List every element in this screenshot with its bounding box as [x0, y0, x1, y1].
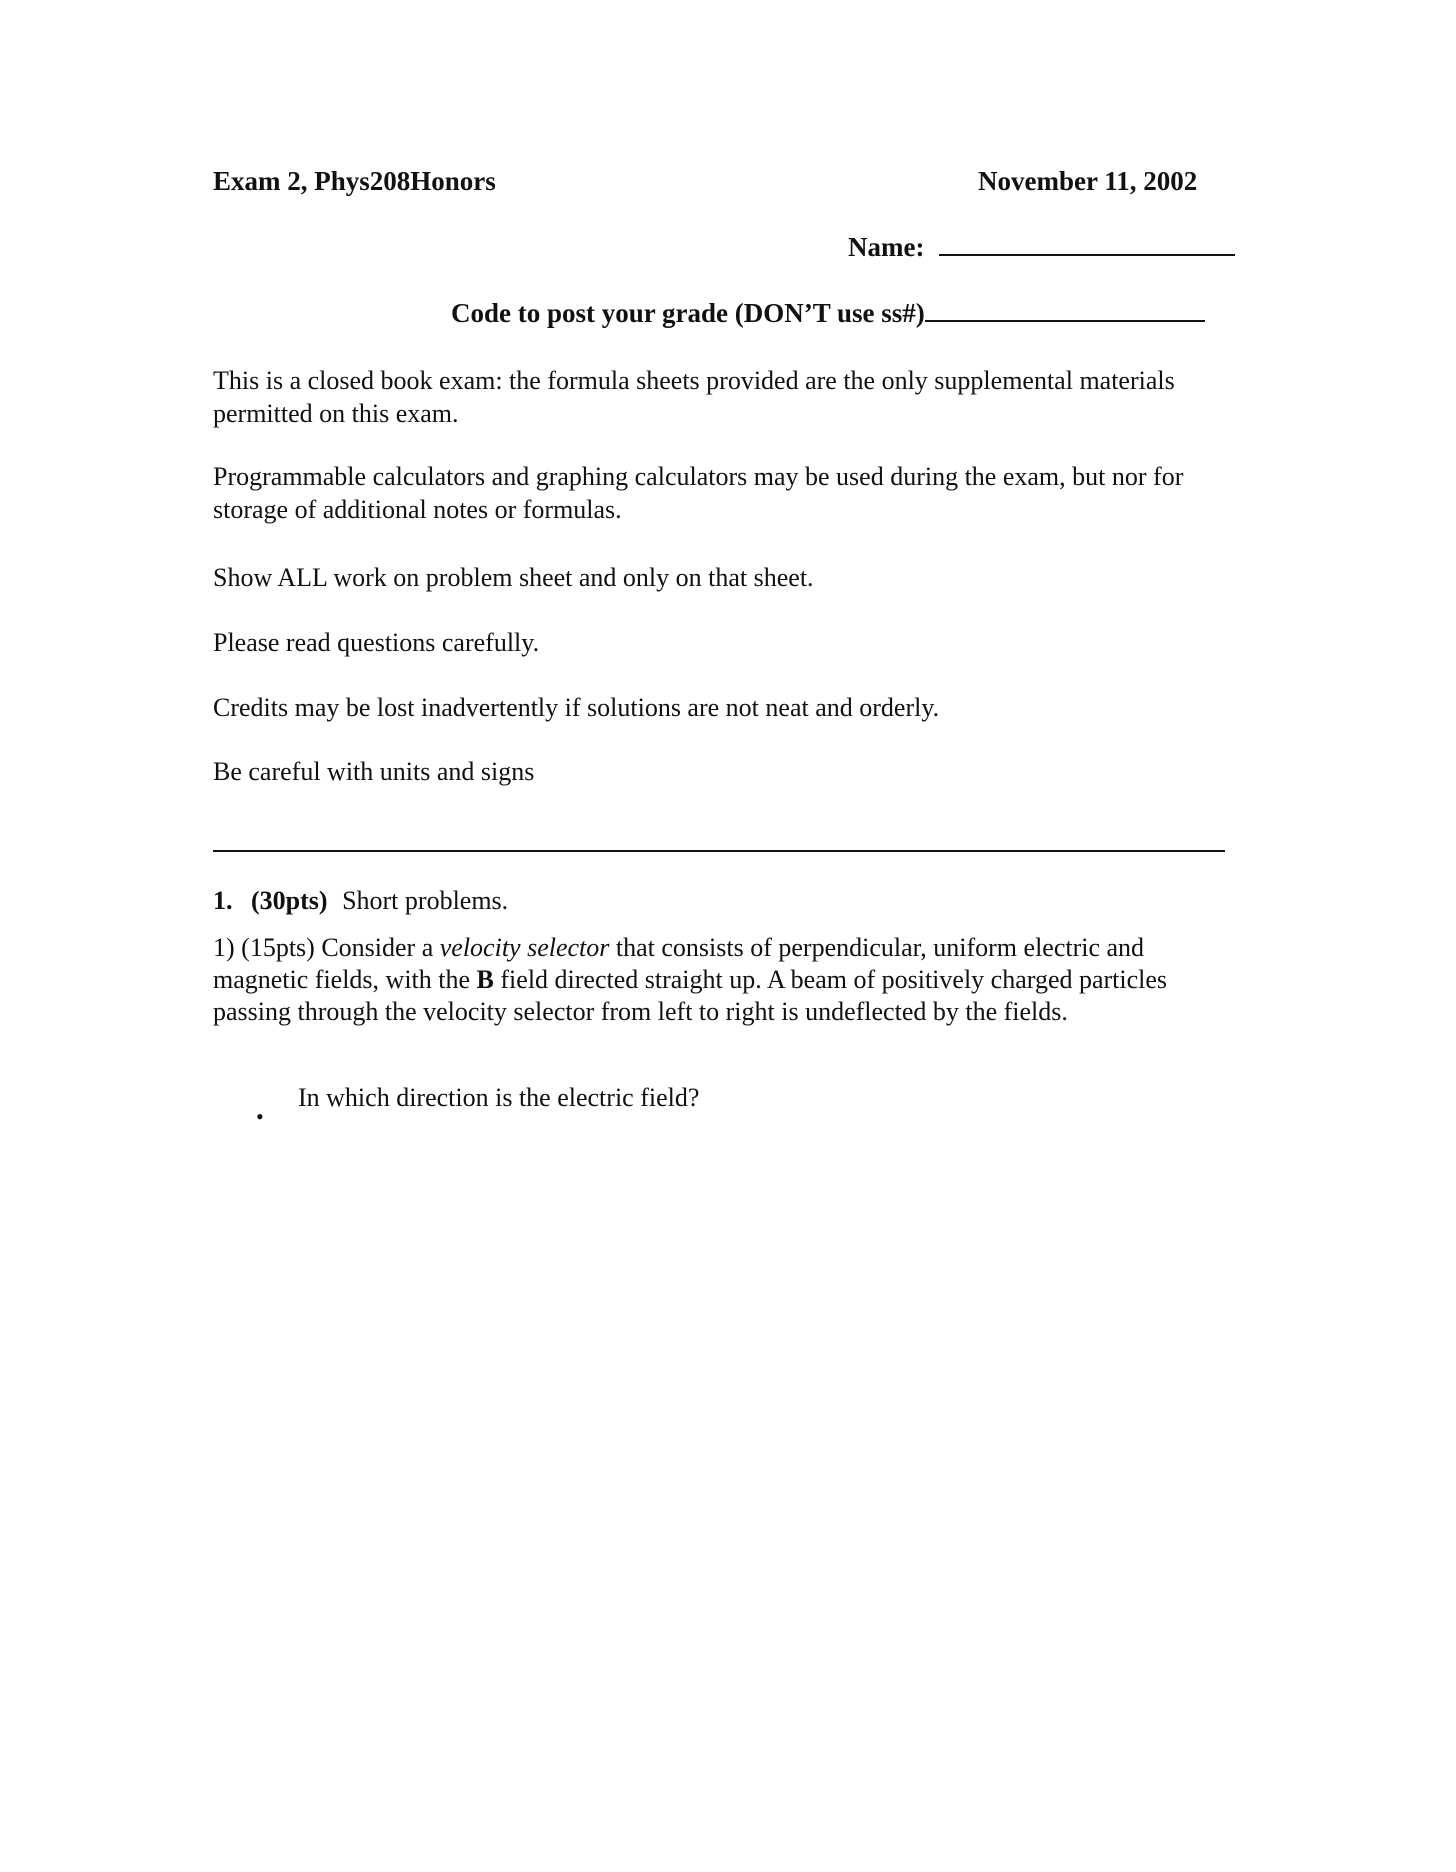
subproblem-middle: that consists of perpendicular, uniform electric and magnetic fields, with the: [213, 933, 1145, 994]
name-field: [848, 232, 1235, 263]
instruction-read-carefully: Please read questions carefully.: [213, 628, 540, 657]
subproblem-prefix: 1) (15pts) Consider a: [213, 933, 440, 962]
instruction-units-signs: Be careful with units and signs: [213, 757, 535, 786]
instruction-neatness: Credits may be lost inadvertently if solutions are not neat and orderly.: [213, 693, 940, 722]
problem-1-heading: [213, 886, 508, 916]
subproblem-suffix: field directed straight up. A beam of positively charged particles passing through the velocity selector from left to right is undeflected by the fields.: [213, 965, 1168, 1026]
instruction-show-work: Show ALL work on problem sheet and only on that sheet.: [213, 563, 814, 592]
problem-number: 1.: [213, 886, 233, 915]
instruction-closed-book: This is a closed book exam: the formula sheets provided are the only supplemental materials permitted on this exam.: [213, 366, 1175, 428]
name-label: Name:: [848, 232, 925, 262]
grade-code-label: Code to post your grade (DON’T use ss#): [451, 298, 925, 328]
grade-code-field: [451, 298, 1205, 329]
instruction-calculators: Programmable calculators and graphing calculators may be used during the exam, but nor for storage of additional notes or formulas.: [213, 462, 1184, 524]
exam-title: Exam 2, Phys208Honors: [213, 166, 496, 196]
problem-points: (30pts): [251, 886, 328, 915]
bullet-item: In which direction is the electric field?: [298, 1083, 700, 1112]
bullet-dot-icon: •: [256, 1104, 264, 1129]
exam-date: November 11, 2002: [978, 166, 1198, 196]
subproblem-1-text: [213, 932, 1243, 1028]
section-divider: [213, 850, 1225, 852]
subproblem-italic-term: velocity selector: [439, 933, 610, 962]
problem-title: Short problems.: [342, 886, 509, 915]
grade-code-blank-line: [925, 320, 1205, 322]
name-blank-line: [939, 254, 1235, 256]
subproblem-bold-term: B: [476, 965, 494, 994]
